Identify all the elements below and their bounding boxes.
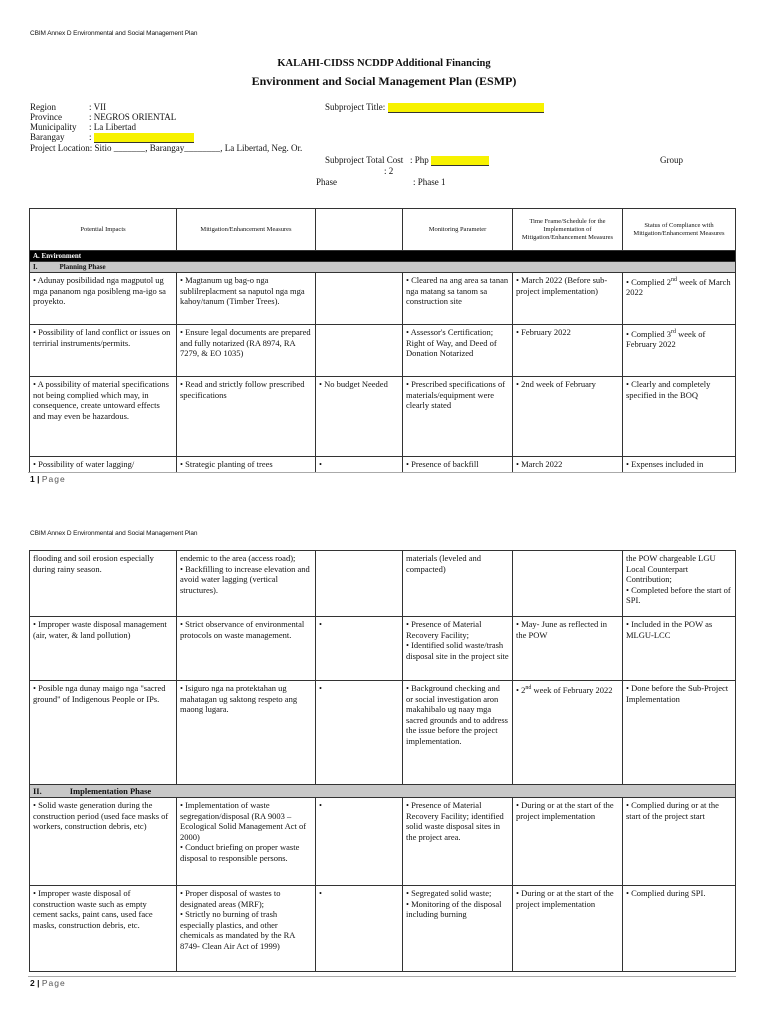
col-header: Status of Compliance with Mitigation/Enhancement Measures (623, 209, 736, 251)
esmp-table-page2 (29, 550, 736, 972)
cell: • Done before the Sub-Project Implementation (623, 681, 736, 785)
cell: • Magtanum ug bag-o nga sublilreplacment sa naputol nga mga kahoy/tanum (Timber Trees). (177, 273, 316, 325)
cell: flooding and soil erosion especially during rainy season. (30, 551, 177, 617)
municipality-value: : La Libertad (89, 122, 136, 132)
cell: endemic to the area (access road); • Backfilling to increase elevation and avoid water lagging (vertical structures). (177, 551, 316, 617)
cell: • 2nd week of February 2022 (513, 681, 623, 785)
cell: • May- June as reflected in the POW (513, 617, 623, 681)
barangay-label: Barangay (30, 132, 65, 142)
total-cost: Subproject Total Cost : Php (325, 155, 489, 166)
cell (513, 551, 623, 617)
cell: the POW chargeable LGU Local Counterpart Contribution; • Completed before the start of SPI. (623, 551, 736, 617)
group-label: Group (660, 155, 683, 165)
page-footer-1: 1 | Page (30, 474, 66, 484)
cell: • Strict observance of environmental protocols on waste management. (177, 617, 316, 681)
document-header: CBIM Annex D Environmental and Social Management Plan (30, 530, 198, 537)
cell (316, 273, 403, 325)
footer-rule (28, 472, 736, 473)
cell: • Implementation of waste segregation/disposal (RA 9003 – Ecological Solid Management Act of 2000) • Conduct briefing on proper waste disposal to responsible persons. (177, 798, 316, 886)
cell: • Complied 3rd week of February 2022 (623, 325, 736, 377)
plan-title: Environment and Social Management Plan (ESMP) (251, 74, 517, 88)
cell: • Complied 2nd week of March 2022 (623, 273, 736, 325)
table-row (30, 377, 736, 457)
cell: • Read and strictly follow prescribed specifications (177, 377, 316, 457)
region-label: Region (30, 102, 56, 112)
cell: • Segregated solid waste; • Monitoring of the disposal including burning (403, 886, 513, 972)
footer-rule (28, 976, 736, 977)
section-environment: A. Environment (30, 251, 736, 262)
cell: • Isiguro nga na protektahan ug mahatagan ug saktong respeto ang maong lugara. (177, 681, 316, 785)
cell: • (316, 886, 403, 972)
page-footer-2: 2 | Page (30, 978, 66, 988)
cell: • Expenses included in (623, 457, 736, 473)
col-header: Time Frame/Schedule for the Implementation of Mitigation/Enhancement Measures (513, 209, 623, 251)
table-row (30, 457, 736, 473)
phase-row (30, 785, 736, 798)
cell: • Possibility of land conflict or issues on terririal instruments/permits. (30, 325, 177, 377)
cell: • Proper disposal of wastes to designated areas (MRF); • Strictly no burning of trash especially plastics, and other chemicals as mandated by the RA 8749- Clean Air Act of 1999) (177, 886, 316, 972)
page-1 (0, 0, 768, 492)
table-row (30, 273, 736, 325)
cell: • Assessor's Certification; Right of Way, and Deed of Donation Notarized (403, 325, 513, 377)
phase-value: : Phase 1 (413, 177, 446, 187)
subproject-title-highlight (388, 103, 544, 113)
cell: • February 2022 (513, 325, 623, 377)
province-label: Province (30, 112, 62, 122)
subproject-title: Subproject Title: (325, 102, 544, 113)
group-value: : 2 (384, 166, 394, 176)
section-row (30, 251, 736, 262)
cell: • March 2022 (513, 457, 623, 473)
cell: • Prescribed specifications of materials/equipment were clearly stated (403, 377, 513, 457)
col-header (316, 209, 403, 251)
total-cost-highlight (431, 156, 489, 166)
cell: • Solid waste generation during the construction period (used face masks of workers, construction debris, etc) (30, 798, 177, 886)
cell: • No budget Needed (316, 377, 403, 457)
cell: • March 2022 (Before sub-project implementation) (513, 273, 623, 325)
cell: • During or at the start of the project implementation (513, 798, 623, 886)
esmp-table-page1 (29, 208, 736, 473)
table-row (30, 551, 736, 617)
table-row (30, 325, 736, 377)
cell: • Presence of Material Recovery Facility; identified solid waste disposal sites in the project area. (403, 798, 513, 886)
cell (316, 325, 403, 377)
cell: • Clearly and completely specified in the BOQ (623, 377, 736, 457)
table-header-row (30, 209, 736, 251)
cell: materials (leveled and compacted) (403, 551, 513, 617)
cell: • 2nd week of February (513, 377, 623, 457)
page-2 (0, 492, 768, 1024)
cell: • Posible nga dunay maigo nga "sacred ground" of Indigenous People or IPs. (30, 681, 177, 785)
cell: • Improper waste disposal management (air, water, & land pollution) (30, 617, 177, 681)
phase-row (30, 262, 736, 273)
col-header: Potential Impacts (30, 209, 177, 251)
municipality-label: Municipality (30, 122, 77, 132)
cell: • Presence of backfill (403, 457, 513, 473)
cell: • Ensure legal documents are prepared and fully notarized (RA 8974, RA 7279, & EO 1035) (177, 325, 316, 377)
cell: • Presence of Material Recovery Facility; • Identified solid waste/trash disposal site in the project site (403, 617, 513, 681)
phase-implementation: II. Implementation Phase (30, 785, 736, 798)
cell: • Adunay posibilidad nga magputol ug mga pananom nga posibleng ma-igo sa proyekto. (30, 273, 177, 325)
document-header: CBIM Annex D Environmental and Social Management Plan (30, 30, 198, 37)
col-header: Mitigation/Enhancement Measures (177, 209, 316, 251)
cell: • Included in the POW as MLGU-LCC (623, 617, 736, 681)
table-row (30, 617, 736, 681)
table-row (30, 886, 736, 972)
phase-planning: I. Planning Phase (30, 262, 736, 273)
cell: • Possibility of water lagging/ (30, 457, 177, 473)
region-value: : VII (89, 102, 107, 112)
cell: • (316, 457, 403, 473)
cell: • Cleared na ang area sa tanan nga matang sa tanom sa construction site (403, 273, 513, 325)
col-header: Monitoring Parameter (403, 209, 513, 251)
cell: • A possibility of material specifications not being complied which may, in consequence, create untoward effects and may even be hazardous. (30, 377, 177, 457)
cell: • Complied during or at the start of the project start (623, 798, 736, 886)
table-row (30, 798, 736, 886)
barangay-highlight (94, 133, 194, 143)
program-title: KALAHI-CIDSS NCDDP Additional Financing (277, 58, 491, 69)
cell: • Complied during SPI. (623, 886, 736, 972)
project-location: Project Location: Sitio _______, Barangay________, La Libertad, Neg. Or. (30, 143, 303, 153)
phase-label: Phase (316, 177, 337, 187)
cell: • Strategic planting of trees (177, 457, 316, 473)
cell: • (316, 798, 403, 886)
barangay-value: : (89, 132, 194, 143)
cell: • Improper waste disposal of construction waste such as empty cement sacks, paint cans, used face masks, construction debris, etc. (30, 886, 177, 972)
province-value: : NEGROS ORIENTAL (89, 112, 177, 122)
cell (316, 551, 403, 617)
cell: • (316, 617, 403, 681)
cell: • During or at the start of the project implementation (513, 886, 623, 972)
cell: • (316, 681, 403, 785)
cell: • Background checking and or social investigation aron makahibalo ug naay mga sacred grounds and to address the issue before the project implementation. (403, 681, 513, 785)
table-row (30, 681, 736, 785)
